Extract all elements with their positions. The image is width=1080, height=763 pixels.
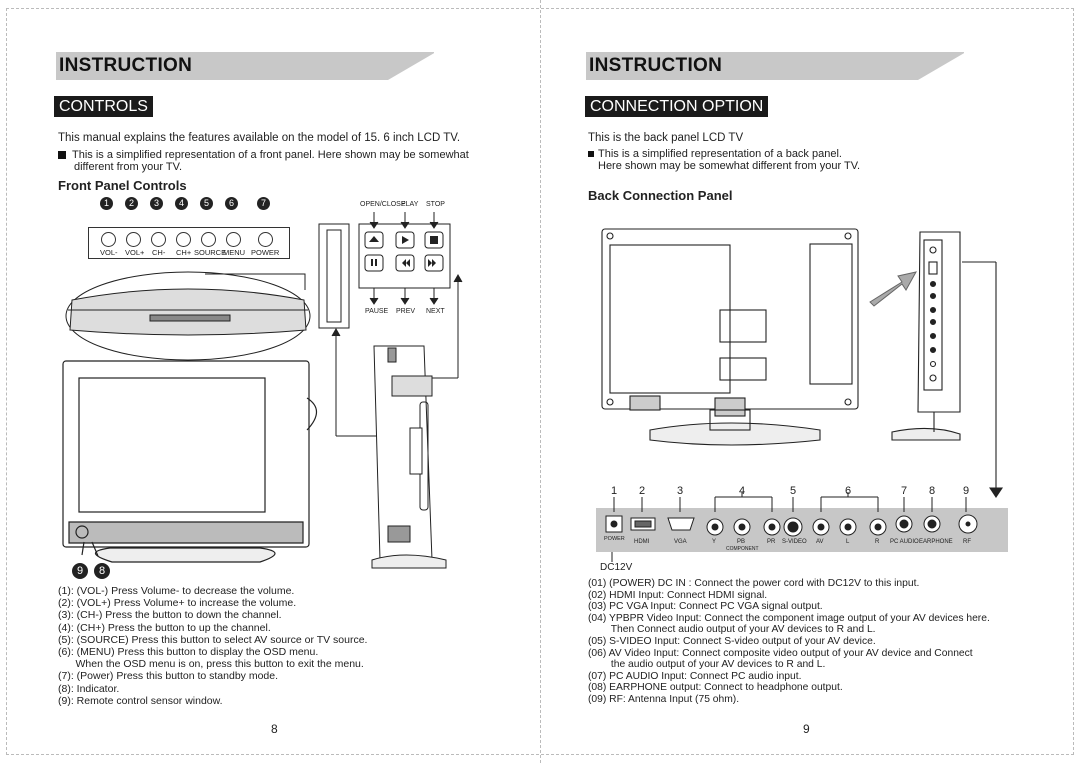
button-number-2: 2 <box>125 197 138 210</box>
list-item: When the OSD menu is on, press this button to exit the menu. <box>58 658 364 671</box>
left-note-1-text: This is a simplified representation of a front panel. Here shown may be somewhat <box>72 149 469 161</box>
list-item: (2): (VOL+) Press Volume+ to increase the volume. <box>58 597 297 610</box>
label-ch-down: CH- <box>152 248 166 257</box>
left-page-number: 8 <box>271 722 278 736</box>
list-item: (04) YPBPR Video Input: Connect the component image output of your AV devices here. <box>588 612 990 624</box>
button-number-5: 5 <box>200 197 213 210</box>
right-section-title: CONNECTION OPTION <box>585 96 768 117</box>
list-item: (06) AV Video Input: Connect composite video output of your AV device and Connect <box>588 647 973 659</box>
list-item: (09) RF: Antenna Input (75 ohm). <box>588 693 740 705</box>
indicator-number-8: 8 <box>94 563 110 579</box>
list-item: (6): (MENU) Press this button to display the OSD menu. <box>58 646 319 659</box>
button-number-7: 7 <box>257 197 270 210</box>
right-header-title: INSTRUCTION <box>589 55 723 76</box>
button-number-6: 6 <box>225 197 238 210</box>
component-label: COMPONENT <box>726 546 759 552</box>
label-source: SOURCE <box>194 248 227 257</box>
port-number-9: 9 <box>963 485 970 497</box>
list-item: (03) PC VGA Input: Connect PC VGA signal output. <box>588 601 823 613</box>
right-page <box>540 0 1080 763</box>
port-label-power: POWER <box>604 536 625 542</box>
port-number-5: 5 <box>790 485 797 497</box>
label-vol-down: VOL- <box>100 248 118 257</box>
indicator-number-9: 9 <box>72 563 88 579</box>
list-item: (4): (CH+) Press the button to up the channel. <box>58 621 271 634</box>
left-intro: This manual explains the features available on the model of 15. 6 inch LCD TV. <box>58 132 461 144</box>
port-label-svideo: S-VIDEO <box>782 539 807 545</box>
label-stop: STOP <box>426 201 445 208</box>
right-intro: This is the back panel LCD TV <box>588 132 744 144</box>
list-item: (05) S-VIDEO Input: Connect S-video output of your AV device. <box>588 635 876 647</box>
label-play: PLAY <box>401 201 419 208</box>
list-item: the audio output of your AV devices to R and L. <box>588 659 826 671</box>
port-number-1: 1 <box>611 485 618 497</box>
dvd-button-icons <box>369 236 438 267</box>
back-panel-heading: Back Connection Panel <box>588 188 733 203</box>
port-label-earphone: EARPHONE <box>919 539 953 545</box>
tv-front-view <box>63 361 317 562</box>
arrow-graphic <box>870 272 916 306</box>
label-menu: MENU <box>223 248 246 257</box>
label-prev: PREV <box>396 308 416 315</box>
list-item: (8): Indicator. <box>58 682 120 695</box>
button-number-3: 3 <box>150 197 163 210</box>
list-item: (3): (CH-) Press the button to down the channel. <box>58 609 282 622</box>
right-connection-list <box>588 578 990 706</box>
port-label-r: R <box>875 539 880 545</box>
port-number-2: 2 <box>639 485 646 497</box>
label-ch-up: CH+ <box>176 248 192 257</box>
dc12v-label: DC12V <box>600 562 633 573</box>
button-number-1: 1 <box>100 197 113 210</box>
port-label-pr: PR <box>767 539 776 545</box>
tv-top-view <box>66 272 310 360</box>
port-number-8: 8 <box>929 485 936 497</box>
left-note-2: different from your TV. <box>74 161 183 173</box>
label-next: NEXT <box>426 308 445 315</box>
left-header-title: INSTRUCTION <box>59 55 193 76</box>
button-number-4: 4 <box>175 197 188 210</box>
list-item: (5): (SOURCE) Press this button to select AV source or TV source. <box>58 633 368 646</box>
label-vol-up: VOL+ <box>125 248 145 257</box>
port-label-l: L <box>846 539 850 545</box>
label-pause: PAUSE <box>365 308 389 315</box>
right-note-1-text: This is a simplified representation of a back panel. <box>598 148 842 160</box>
front-panel-heading: Front Panel Controls <box>58 178 187 193</box>
port-number-6: 6 <box>845 485 852 497</box>
left-control-list <box>58 585 367 707</box>
port-number-3: 3 <box>677 485 684 497</box>
list-item: Then Connect audio output of your AV devices to R and L. <box>588 624 876 636</box>
list-item: (1): (VOL-) Press Volume- to decrease the volume. <box>58 585 295 597</box>
port-number-4: 4 <box>739 485 746 497</box>
list-item: (08) EARPHONE output: Connect to headphone output. <box>588 682 843 694</box>
list-item: (02) HDMI Input: Connect HDMI signal. <box>588 589 768 601</box>
port-label-y: Y <box>712 539 717 545</box>
port-number-7: 7 <box>901 485 908 497</box>
list-item: (07) PC AUDIO Input: Connect PC audio input. <box>588 670 802 682</box>
left-section-title: CONTROLS <box>54 96 153 117</box>
list-item: (7): (Power) Press this button to standby mode. <box>58 670 279 683</box>
right-note-2: Here shown may be somewhat different from your TV. <box>598 160 861 172</box>
port-label-av: AV <box>816 539 824 545</box>
port-label-rf: RF <box>963 539 971 545</box>
port-label-hdmi: HDMI <box>634 539 650 545</box>
tv-side-view <box>372 346 446 568</box>
tv-side-view-back <box>892 232 1002 497</box>
list-item: (9): Remote control sensor window. <box>58 694 223 707</box>
tv-back-view <box>602 229 858 445</box>
label-open-close: OPEN/CLOSE <box>360 201 406 208</box>
label-power: POWER <box>251 248 280 257</box>
port-label-pc-audio: PC AUDIO <box>890 539 919 545</box>
port-label-pb: PB <box>737 539 746 545</box>
port-label-vga: VGA <box>674 539 687 545</box>
list-item: (01) (POWER) DC IN : Connect the power cord with DC12V to this input. <box>588 578 920 589</box>
right-page-number: 9 <box>803 722 810 736</box>
